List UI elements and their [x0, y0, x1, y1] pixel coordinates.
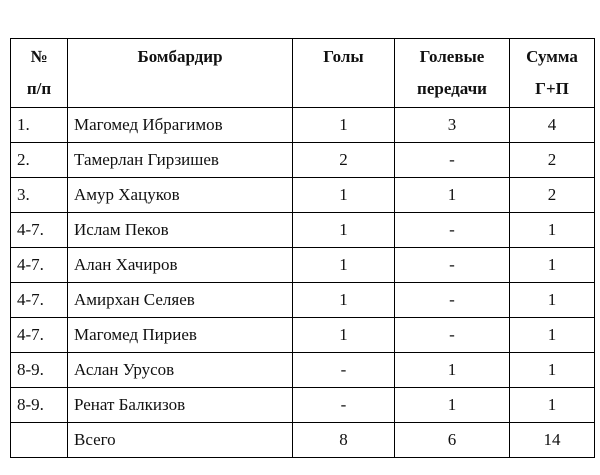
row-name: Алан Хачиров [68, 248, 293, 283]
row-goals: 2 [293, 143, 395, 178]
row-assists: 1 [395, 178, 510, 213]
header-total-line2: Г+П [535, 79, 569, 98]
row-total: 2 [510, 143, 595, 178]
table-row [11, 108, 595, 143]
row-num: 4-7. [11, 248, 68, 283]
row-total: 1 [510, 248, 595, 283]
header-assists [395, 39, 510, 108]
table-row [11, 248, 595, 283]
row-goals: 1 [293, 108, 395, 143]
row-num: 3. [11, 178, 68, 213]
row-name: Тамерлан Гирзишев [68, 143, 293, 178]
row-name: Магомед Пириев [68, 318, 293, 353]
table-row [11, 318, 595, 353]
row-goals: 1 [293, 213, 395, 248]
scorers-table-container [10, 38, 594, 458]
header-assists-line1: Голевые [419, 47, 485, 66]
header-total [510, 39, 595, 108]
table-total-row [11, 423, 595, 458]
row-num: 2. [11, 143, 68, 178]
header-assists-line2: передачи [417, 79, 487, 98]
table-row [11, 353, 595, 388]
total-sum: 14 [510, 423, 595, 458]
header-num-line1: № [30, 47, 48, 66]
row-total: 1 [510, 283, 595, 318]
row-total: 1 [510, 388, 595, 423]
row-assists: 1 [395, 388, 510, 423]
row-num: 4-7. [11, 213, 68, 248]
row-assists: - [395, 213, 510, 248]
total-goals: 8 [293, 423, 395, 458]
row-assists: - [395, 248, 510, 283]
header-num-line2: п/п [26, 79, 52, 98]
row-goals: 1 [293, 318, 395, 353]
row-goals: 1 [293, 178, 395, 213]
row-name: Ренат Балкизов [68, 388, 293, 423]
row-assists: 1 [395, 353, 510, 388]
row-goals: - [293, 353, 395, 388]
row-num: 8-9. [11, 388, 68, 423]
header-total-line1: Сумма [526, 47, 578, 66]
row-assists: 3 [395, 108, 510, 143]
row-name: Ислам Пеков [68, 213, 293, 248]
scorers-table [10, 38, 595, 458]
row-assists: - [395, 318, 510, 353]
total-label: Всего [68, 423, 293, 458]
header-goals: Голы [293, 39, 395, 108]
table-row [11, 388, 595, 423]
row-name: Амур Хацуков [68, 178, 293, 213]
row-goals: - [293, 388, 395, 423]
table-header-row [11, 39, 595, 108]
row-goals: 1 [293, 283, 395, 318]
total-assists: 6 [395, 423, 510, 458]
row-goals: 1 [293, 248, 395, 283]
row-num: 4-7. [11, 283, 68, 318]
row-name: Магомед Ибрагимов [68, 108, 293, 143]
row-name: Амирхан Селяев [68, 283, 293, 318]
row-name: Аслан Урусов [68, 353, 293, 388]
row-total: 4 [510, 108, 595, 143]
row-assists: - [395, 283, 510, 318]
row-num: 1. [11, 108, 68, 143]
row-total: 1 [510, 353, 595, 388]
total-num [11, 423, 68, 458]
row-total: 1 [510, 213, 595, 248]
row-num: 4-7. [11, 318, 68, 353]
row-total: 1 [510, 318, 595, 353]
table-row [11, 178, 595, 213]
row-assists: - [395, 143, 510, 178]
table-row [11, 143, 595, 178]
header-num [11, 39, 68, 108]
table-row [11, 283, 595, 318]
row-total: 2 [510, 178, 595, 213]
row-num: 8-9. [11, 353, 68, 388]
header-scorer: Бомбардир [68, 39, 293, 108]
table-row [11, 213, 595, 248]
